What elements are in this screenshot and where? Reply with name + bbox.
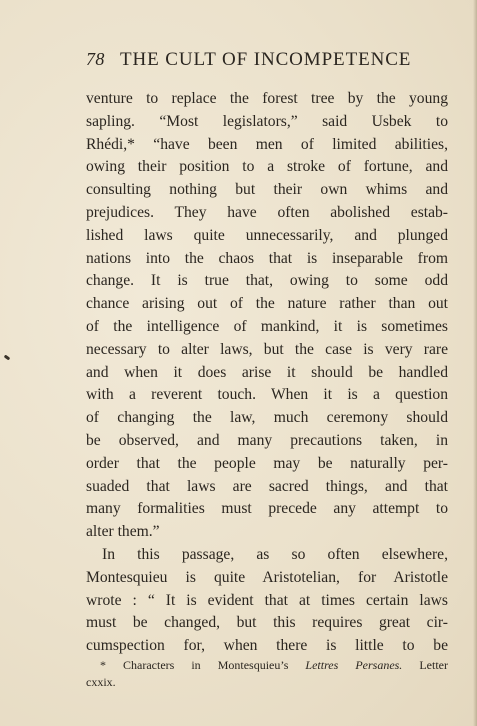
text-line: suaded that laws are sacred things, and that: [86, 477, 448, 495]
text-line: sapling. “Most legislators,” said Usbek to: [86, 112, 448, 130]
footnote-line: [86, 657, 448, 674]
text-line: Rhédi,* “have been men of limited abilities,: [86, 135, 448, 153]
text-line: prejudices. They have often abolished estab-: [86, 203, 448, 221]
text-line: cumspection for, when there is little to be: [86, 637, 448, 655]
text-line: must be changed, but this requires great cir-: [86, 614, 448, 632]
text-line: order that the people may be naturally per-: [86, 454, 448, 472]
text-line: many formalities must precede any attempt to: [86, 500, 448, 518]
text-line: consulting nothing but their own whims and: [86, 181, 448, 199]
paragraph-end-line: alter them.”: [86, 523, 160, 541]
text-line: and when it does arise it should be handled: [86, 363, 448, 381]
text-line: with a reverent touch. When it is a question: [86, 386, 448, 404]
text-line: lished laws quite unnecessarily, and plunged: [86, 226, 448, 244]
text-line: nations into the chaos that is inseparable from: [86, 249, 448, 267]
page-edge-shadow: [473, 0, 477, 726]
margin-mark: [4, 355, 11, 361]
text-line: venture to replace the forest tree by the young: [86, 90, 448, 107]
text-line: necessary to alter laws, but the case is very rare: [86, 340, 448, 358]
footnote-book-title: Lettres Persanes.: [305, 658, 403, 672]
text-line: of changing the law, much ceremony should: [86, 409, 448, 427]
text-line: be observed, and many precautions taken, in: [86, 431, 448, 449]
footnote-prefix: * Characters in Montesquieu’s: [100, 658, 306, 672]
text-line: chance arising out of the nature rather than out: [86, 295, 448, 313]
text-line: Montesquieu is quite Aristotelian, for Aristotle: [86, 568, 448, 586]
text-line: wrote : “ It is evident that at times certain laws: [86, 591, 448, 609]
text-line: change. It is true that, owing to some odd: [86, 272, 448, 290]
footnote-suffix: Letter: [419, 658, 448, 672]
paragraph-start-line: In this passage, as so often elsewhere,: [102, 545, 448, 563]
footnote: [86, 657, 448, 691]
text-line: owing their position to a stroke of fortune, and: [86, 158, 448, 176]
running-head: THE CULT OF INCOMPETENCE: [119, 49, 412, 70]
body-text: [86, 88, 448, 658]
footnote-line-2: cxxix.: [86, 675, 116, 689]
page-number: 78: [86, 49, 105, 69]
page-header: [86, 49, 450, 75]
text-line: of the intelligence of mankind, it is sometimes: [86, 317, 448, 335]
